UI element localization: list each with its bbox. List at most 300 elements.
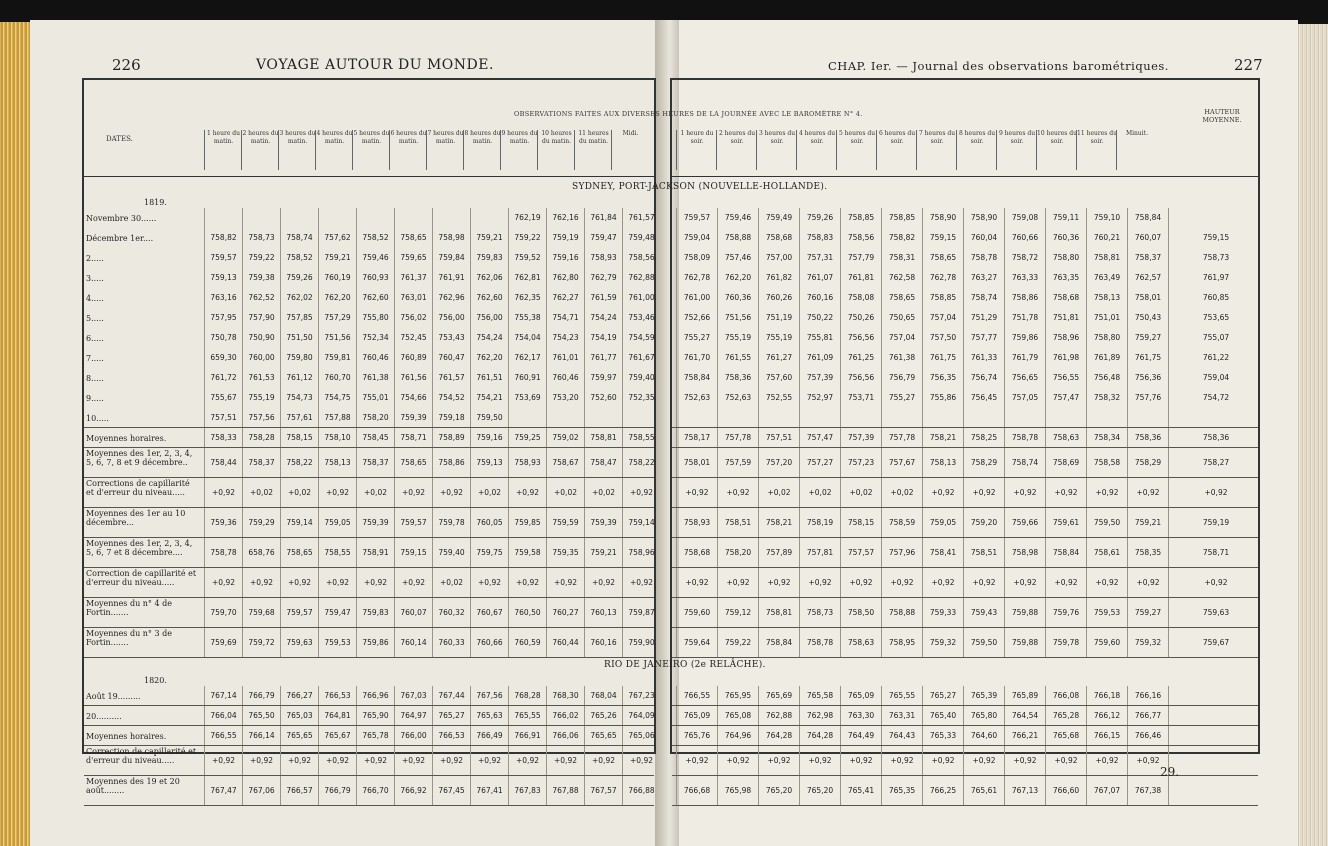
mean-cell: 761,97 bbox=[1168, 268, 1263, 288]
table-cell: 763,01 bbox=[394, 288, 432, 308]
table-cell: 765,78 bbox=[356, 726, 394, 746]
table-cell: 758,13 bbox=[922, 448, 963, 478]
table-cell: 767,06 bbox=[242, 776, 280, 806]
table-row bbox=[672, 328, 1258, 348]
table-cell: 758,82 bbox=[204, 228, 242, 248]
table-cell: 759,64 bbox=[676, 628, 717, 658]
mean-cell: 758,36 bbox=[1168, 428, 1263, 448]
table-cell: 765,09 bbox=[676, 706, 717, 726]
table-cell: 766,55 bbox=[204, 726, 242, 746]
table-cell: +0,92 bbox=[799, 568, 840, 598]
table-cell: 758,81 bbox=[758, 598, 799, 628]
table-cell: 757,20 bbox=[758, 448, 799, 478]
table-cell: 765,39 bbox=[963, 686, 1004, 706]
row-cells bbox=[204, 248, 660, 268]
table-cell: 757,56 bbox=[242, 408, 280, 428]
table-cell bbox=[508, 408, 546, 428]
table-cell: 764,28 bbox=[799, 726, 840, 746]
table-row bbox=[84, 348, 654, 368]
table-cell: 767,56 bbox=[470, 686, 508, 706]
table-cell: 759,21 bbox=[318, 248, 356, 268]
table-cell: 768,04 bbox=[584, 686, 622, 706]
table-cell: 757,04 bbox=[881, 328, 922, 348]
table-cell: 762,78 bbox=[922, 268, 963, 288]
table-cell: 759,59 bbox=[546, 508, 584, 538]
table-cell bbox=[881, 408, 922, 428]
table-cell: 753,46 bbox=[622, 308, 660, 328]
table-cell: 760,47 bbox=[432, 348, 470, 368]
table-cell: 759,97 bbox=[584, 368, 622, 388]
table-cell: 758,15 bbox=[840, 508, 881, 538]
table-cell: 751,29 bbox=[963, 308, 1004, 328]
table-cell: 766,15 bbox=[1086, 726, 1127, 746]
table-cell: +0,92 bbox=[356, 746, 394, 776]
table-cell: 753,69 bbox=[508, 388, 546, 408]
table-cell: 758,21 bbox=[922, 428, 963, 448]
table-cell: +0,92 bbox=[840, 746, 881, 776]
table-cell: 767,57 bbox=[584, 776, 622, 806]
column-header: 6 heures du soir. bbox=[876, 130, 917, 170]
table-cell: 754,66 bbox=[394, 388, 432, 408]
table-cell: 759,52 bbox=[508, 248, 546, 268]
table-cell: 759,11 bbox=[1045, 208, 1086, 228]
table-cell: 751,50 bbox=[280, 328, 318, 348]
table-cell: 762,06 bbox=[470, 268, 508, 288]
table-cell: 766,68 bbox=[676, 776, 717, 806]
table-cell: 759,78 bbox=[1045, 628, 1086, 658]
table-cell: 758,98 bbox=[1004, 538, 1045, 568]
table-cell: 766,88 bbox=[622, 776, 660, 806]
table-cell: 760,27 bbox=[546, 598, 584, 628]
table-cell: 758,22 bbox=[280, 448, 318, 478]
table-cell: 762,58 bbox=[881, 268, 922, 288]
table-cell: 754,59 bbox=[622, 328, 660, 348]
table-cell: 760,50 bbox=[508, 598, 546, 628]
table-cell: 757,47 bbox=[799, 428, 840, 448]
table-cell: 759,47 bbox=[584, 228, 622, 248]
row-cells bbox=[204, 268, 660, 288]
table-cell: 767,38 bbox=[1127, 776, 1168, 806]
row-label: Moyennes du n° 4 de Fortin....... bbox=[86, 599, 172, 617]
column-header: 11 heures du matin. bbox=[574, 130, 612, 170]
row-cells bbox=[204, 408, 660, 428]
table-row bbox=[672, 408, 1258, 428]
table-cell: 758,35 bbox=[1127, 538, 1168, 568]
section-title: RIO DE JANEIRO (2e RELÂCHE). bbox=[604, 660, 766, 670]
table-cell: 767,45 bbox=[432, 776, 470, 806]
table-cell: 768,28 bbox=[508, 686, 546, 706]
table-cell bbox=[1004, 408, 1045, 428]
table-cell: 759,08 bbox=[1004, 208, 1045, 228]
table-row bbox=[84, 288, 654, 308]
table-cell: 760,14 bbox=[394, 628, 432, 658]
column-header: 1 heure du soir. bbox=[676, 130, 717, 170]
table-cell: 757,50 bbox=[922, 328, 963, 348]
table-cell: +0,02 bbox=[432, 568, 470, 598]
table-row bbox=[672, 228, 1258, 248]
table-cell: 754,19 bbox=[584, 328, 622, 348]
table-cell: +0,92 bbox=[204, 568, 242, 598]
table-cell: 766,53 bbox=[318, 686, 356, 706]
table-cell: +0,92 bbox=[242, 568, 280, 598]
table-cell: 759,02 bbox=[546, 428, 584, 448]
table-cell: 759,85 bbox=[508, 508, 546, 538]
table-cell: 758,88 bbox=[881, 598, 922, 628]
table-cell: 760,46 bbox=[356, 348, 394, 368]
table-cell: 755,81 bbox=[799, 328, 840, 348]
table-cell: +0,92 bbox=[717, 478, 758, 508]
table-cell: 758,96 bbox=[1045, 328, 1086, 348]
mean-cell: 754,72 bbox=[1168, 388, 1263, 408]
table-cell: +0,92 bbox=[1045, 568, 1086, 598]
table-cell: 761,84 bbox=[584, 208, 622, 228]
table-cell: 758,17 bbox=[676, 428, 717, 448]
table-cell: +0,92 bbox=[922, 478, 963, 508]
table-cell: 759,05 bbox=[318, 508, 356, 538]
table-cell bbox=[1127, 408, 1168, 428]
table-cell: +0,92 bbox=[432, 478, 470, 508]
table-cell: 758,29 bbox=[1127, 448, 1168, 478]
table-cell: 766,04 bbox=[204, 706, 242, 726]
table-cell: 759,19 bbox=[546, 228, 584, 248]
table-cell bbox=[922, 408, 963, 428]
table-cell: +0,92 bbox=[622, 568, 660, 598]
row-rule bbox=[84, 657, 654, 658]
table-cell: 757,39 bbox=[799, 368, 840, 388]
row-cells bbox=[676, 448, 1263, 478]
table-cell: 761,55 bbox=[717, 348, 758, 368]
row-cells bbox=[204, 598, 660, 628]
table-cell: 761,07 bbox=[799, 268, 840, 288]
table-cell: 757,78 bbox=[717, 428, 758, 448]
table-cell: 767,07 bbox=[1086, 776, 1127, 806]
column-header: 5 heures du matin. bbox=[352, 130, 390, 170]
table-cell: 767,14 bbox=[204, 686, 242, 706]
table-cell: 759,05 bbox=[922, 508, 963, 538]
table-cell: 757,81 bbox=[799, 538, 840, 568]
table-cell: 758,68 bbox=[758, 228, 799, 248]
table-cell: 758,25 bbox=[963, 428, 1004, 448]
table-cell: 766,96 bbox=[356, 686, 394, 706]
table-cell: 758,15 bbox=[280, 428, 318, 448]
table-cell: 759,14 bbox=[280, 508, 318, 538]
table-cell: 750,43 bbox=[1127, 308, 1168, 328]
table-cell: 758,78 bbox=[799, 628, 840, 658]
table-cell: 761,89 bbox=[1086, 348, 1127, 368]
table-row bbox=[84, 538, 654, 568]
table-cell: 765,68 bbox=[1045, 726, 1086, 746]
table-row bbox=[672, 248, 1258, 268]
table-cell: +0,92 bbox=[881, 568, 922, 598]
row-cells bbox=[204, 628, 660, 658]
table-cell: 766,79 bbox=[318, 776, 356, 806]
row-label: 6..... bbox=[86, 334, 104, 343]
table-cell: 760,00 bbox=[242, 348, 280, 368]
table-cell: 759,21 bbox=[1127, 508, 1168, 538]
table-cell: 758,47 bbox=[584, 448, 622, 478]
table-cell: 765,50 bbox=[242, 706, 280, 726]
table-cell: 766,79 bbox=[242, 686, 280, 706]
mean-cell: 758,71 bbox=[1168, 538, 1263, 568]
table-cell: 758,09 bbox=[676, 248, 717, 268]
table-cell: 751,81 bbox=[1045, 308, 1086, 328]
table-cell: 766,49 bbox=[470, 726, 508, 746]
table-cell: 765,55 bbox=[881, 686, 922, 706]
table-cell: 758,01 bbox=[1127, 288, 1168, 308]
table-cell: 755,19 bbox=[717, 328, 758, 348]
table-cell: 762,96 bbox=[432, 288, 470, 308]
table-cell: 759,90 bbox=[622, 628, 660, 658]
table-cell: 761,81 bbox=[840, 268, 881, 288]
table-cell: 759,22 bbox=[508, 228, 546, 248]
table-cell: 759,22 bbox=[717, 628, 758, 658]
table-cell: 759,27 bbox=[1127, 328, 1168, 348]
table-cell: 760,04 bbox=[963, 228, 1004, 248]
table-cell: 765,61 bbox=[963, 776, 1004, 806]
table-cell: 765,65 bbox=[280, 726, 318, 746]
table-cell: 757,46 bbox=[717, 248, 758, 268]
table-cell: 761,72 bbox=[204, 368, 242, 388]
table-cell: 758,33 bbox=[204, 428, 242, 448]
row-cells bbox=[676, 508, 1263, 538]
table-cell: 759,12 bbox=[717, 598, 758, 628]
column-header: 7 heures du soir. bbox=[916, 130, 957, 170]
column-header: 9 heures du matin. bbox=[500, 130, 538, 170]
table-cell: 760,13 bbox=[584, 598, 622, 628]
row-cells bbox=[204, 776, 660, 806]
table-cell: 760,33 bbox=[432, 628, 470, 658]
table-cell: 752,45 bbox=[394, 328, 432, 348]
row-cells bbox=[204, 726, 660, 746]
column-header: 9 heures du soir. bbox=[996, 130, 1037, 170]
table-cell: 760,66 bbox=[1004, 228, 1045, 248]
table-cell: 758,81 bbox=[584, 428, 622, 448]
table-cell: 758,69 bbox=[1045, 448, 1086, 478]
table-cell: 762,88 bbox=[758, 706, 799, 726]
table-cell: 758,10 bbox=[318, 428, 356, 448]
table-cell: +0,92 bbox=[1004, 568, 1045, 598]
table-cell: 758,65 bbox=[881, 288, 922, 308]
table-cell: 759,60 bbox=[1086, 628, 1127, 658]
table-cell: 750,78 bbox=[204, 328, 242, 348]
table-cell: 761,38 bbox=[881, 348, 922, 368]
table-cell: +0,02 bbox=[470, 478, 508, 508]
table-row bbox=[672, 308, 1258, 328]
row-cells bbox=[204, 706, 660, 726]
table-row bbox=[672, 686, 1258, 706]
table-row bbox=[84, 248, 654, 268]
table-cell: 753,43 bbox=[432, 328, 470, 348]
table-cell: 759,53 bbox=[1086, 598, 1127, 628]
row-label: 5..... bbox=[86, 314, 104, 323]
table-cell: 751,19 bbox=[758, 308, 799, 328]
column-header: 2 heures du matin. bbox=[241, 130, 279, 170]
table-cell: 759,80 bbox=[280, 348, 318, 368]
table-cell: 755,80 bbox=[356, 308, 394, 328]
table-cell: 767,47 bbox=[204, 776, 242, 806]
table-cell: 761,98 bbox=[1045, 348, 1086, 368]
table-cell: 758,96 bbox=[622, 538, 660, 568]
table-cell: 762,81 bbox=[508, 268, 546, 288]
table-cell: 763,30 bbox=[840, 706, 881, 726]
table-cell: +0,92 bbox=[758, 568, 799, 598]
table-cell: 758,84 bbox=[1127, 208, 1168, 228]
column-header: 3 heures du soir. bbox=[756, 130, 797, 170]
table-cell: 758,90 bbox=[963, 208, 1004, 228]
table-cell: 758,86 bbox=[432, 448, 470, 478]
table-cell: 756,56 bbox=[840, 368, 881, 388]
table-cell: 759,39 bbox=[356, 508, 394, 538]
table-cell: 763,16 bbox=[204, 288, 242, 308]
table-cell: 759,13 bbox=[470, 448, 508, 478]
table-cell: 760,89 bbox=[394, 348, 432, 368]
table-cell: 759,04 bbox=[676, 228, 717, 248]
table-cell: 757,67 bbox=[881, 448, 922, 478]
mean-cell: 759,63 bbox=[1168, 598, 1263, 628]
mean-cell: 755,07 bbox=[1168, 328, 1263, 348]
mean-cell: 760,85 bbox=[1168, 288, 1263, 308]
table-cell: +0,92 bbox=[963, 568, 1004, 598]
table-cell: +0,02 bbox=[280, 478, 318, 508]
table-cell: 765,89 bbox=[1004, 686, 1045, 706]
table-row bbox=[672, 388, 1258, 408]
table-cell: +0,92 bbox=[318, 568, 356, 598]
table-cell: 758,74 bbox=[1004, 448, 1045, 478]
table-cell: 759,53 bbox=[318, 628, 356, 658]
table-cell: 762,80 bbox=[546, 268, 584, 288]
table-cell: +0,92 bbox=[1086, 568, 1127, 598]
table-cell: 757,76 bbox=[1127, 388, 1168, 408]
table-cell: +0,92 bbox=[242, 746, 280, 776]
table-cell: +0,92 bbox=[546, 746, 584, 776]
row-cells bbox=[204, 508, 660, 538]
table-cell: 759,75 bbox=[470, 538, 508, 568]
table-cell: 762,20 bbox=[318, 288, 356, 308]
mean-cell: 759,15 bbox=[1168, 228, 1263, 248]
table-cell: +0,02 bbox=[584, 478, 622, 508]
table-cell: 759,18 bbox=[432, 408, 470, 428]
table-cell: 761,57 bbox=[622, 208, 660, 228]
column-header: 4 heures du matin. bbox=[315, 130, 353, 170]
row-label: Moyennes des 1er au 10 décembre... bbox=[86, 509, 186, 527]
row-cells bbox=[204, 288, 660, 308]
table-cell: 757,96 bbox=[881, 538, 922, 568]
table-cell: 754,21 bbox=[470, 388, 508, 408]
table-cell: +0,92 bbox=[508, 478, 546, 508]
table-cell: 758,37 bbox=[1127, 248, 1168, 268]
table-cell: 767,13 bbox=[1004, 776, 1045, 806]
table-cell: 765,03 bbox=[280, 706, 318, 726]
table-cell: +0,92 bbox=[584, 746, 622, 776]
row-label: 9..... bbox=[86, 394, 104, 403]
table-cell: 758,36 bbox=[717, 368, 758, 388]
table-cell: 759,57 bbox=[676, 208, 717, 228]
row-cells bbox=[676, 268, 1263, 288]
table-cell: 757,05 bbox=[1004, 388, 1045, 408]
table-cell: 764,96 bbox=[717, 726, 758, 746]
table-cell: 751,01 bbox=[1086, 308, 1127, 328]
row-rule bbox=[672, 805, 1258, 806]
section-year: 1820. bbox=[144, 676, 167, 685]
table-cell: 759,86 bbox=[1004, 328, 1045, 348]
table-cell: +0,92 bbox=[881, 746, 922, 776]
row-cells bbox=[676, 328, 1263, 348]
table-cell: 758,85 bbox=[881, 208, 922, 228]
table-cell: 758,91 bbox=[356, 538, 394, 568]
table-cell: 758,68 bbox=[676, 538, 717, 568]
row-rule bbox=[84, 805, 654, 806]
table-cell: 765,58 bbox=[799, 686, 840, 706]
column-header: Minuit. bbox=[1116, 130, 1157, 170]
table-cell: 762,19 bbox=[508, 208, 546, 228]
table-cell: +0,92 bbox=[717, 568, 758, 598]
table-cell: 756,48 bbox=[1086, 368, 1127, 388]
table-cell: 759,72 bbox=[242, 628, 280, 658]
table-cell: 759,68 bbox=[242, 598, 280, 628]
table-cell: 758,93 bbox=[508, 448, 546, 478]
table-cell bbox=[717, 408, 758, 428]
row-cells bbox=[676, 598, 1263, 628]
row-cells bbox=[676, 248, 1263, 268]
table-cell: 759,50 bbox=[963, 628, 1004, 658]
table-cell: 759,46 bbox=[717, 208, 758, 228]
table-cell: 761,57 bbox=[432, 368, 470, 388]
table-cell: 760,91 bbox=[508, 368, 546, 388]
table-cell: 765,95 bbox=[717, 686, 758, 706]
row-label: Août 19......... bbox=[86, 692, 141, 701]
table-cell: 759,26 bbox=[799, 208, 840, 228]
table-row bbox=[84, 776, 654, 806]
table-cell: 766,21 bbox=[1004, 726, 1045, 746]
row-label: Moyennes horaires. bbox=[86, 732, 167, 741]
table-cell: +0,92 bbox=[676, 746, 717, 776]
table-row bbox=[84, 628, 654, 658]
table-cell: 758,65 bbox=[280, 538, 318, 568]
table-cell: 757,89 bbox=[758, 538, 799, 568]
table-cell: +0,92 bbox=[280, 746, 318, 776]
table-row bbox=[672, 428, 1258, 448]
table-cell: 755,19 bbox=[242, 388, 280, 408]
table-cell bbox=[1045, 408, 1086, 428]
table-cell: 752,63 bbox=[717, 388, 758, 408]
row-cells bbox=[676, 308, 1263, 328]
table-row bbox=[672, 568, 1258, 598]
table-cell: 762,52 bbox=[242, 288, 280, 308]
table-cell: +0,92 bbox=[963, 746, 1004, 776]
table-cell bbox=[963, 408, 1004, 428]
table-cell: 754,52 bbox=[432, 388, 470, 408]
table-cell: 759,57 bbox=[280, 598, 318, 628]
table-cell: 761,59 bbox=[584, 288, 622, 308]
table-cell: 765,20 bbox=[799, 776, 840, 806]
table-cell: 758,63 bbox=[840, 628, 881, 658]
table-cell: 752,60 bbox=[584, 388, 622, 408]
row-cells bbox=[676, 348, 1263, 368]
table-cell: 766,57 bbox=[280, 776, 318, 806]
table-cell: +0,92 bbox=[922, 568, 963, 598]
mean-cell: 759,67 bbox=[1168, 628, 1263, 658]
table-cell: 757,00 bbox=[758, 248, 799, 268]
table-cell: 761,38 bbox=[356, 368, 394, 388]
mean-cell bbox=[1168, 776, 1263, 806]
table-cell: 767,44 bbox=[432, 686, 470, 706]
table-cell: 766,00 bbox=[394, 726, 432, 746]
table-cell: 758,72 bbox=[1004, 248, 1045, 268]
table-cell: 761,09 bbox=[799, 348, 840, 368]
table-cell: 755,19 bbox=[758, 328, 799, 348]
table-cell: 758,55 bbox=[622, 428, 660, 448]
table-cell: 759,60 bbox=[676, 598, 717, 628]
